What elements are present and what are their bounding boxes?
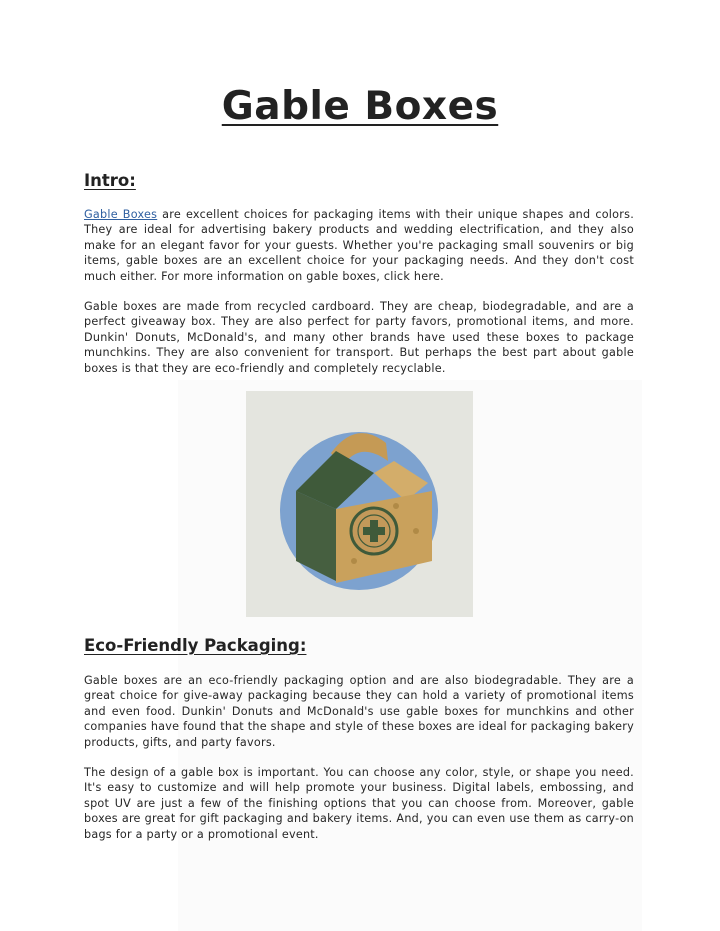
gable-boxes-link[interactable]: Gable Boxes [84, 208, 158, 221]
eco-paragraph-2: The design of a gable box is important. You can choose any color, style, or shape you need. It's easy to customize and will help promote your business. Digital labels, embossing, and spot UV are just a few of the finishing options that you can choose from. Moreover, gable boxes are great for gift packaging and bakery items. And, you can even use them as carry-on bags for a party or a promotional event. [84, 766, 634, 841]
intro-paragraph-2: Gable boxes are made from recycled cardboard. They are cheap, biodegradable, and are a perfect giveaway box. They are also perfect for party favors, promotional items, and more. Dunkin' Donuts, McDonald's, and many other brands have used these boxes to package munchkins. They are also convenient for transport. But perhaps the best part about gable boxes is that they are eco-friendly and completely recyclable. [84, 300, 634, 375]
section-heading-eco-friendly: Eco-Friendly Packaging: [84, 636, 307, 655]
gable-box-photo [246, 391, 473, 617]
page-title: Gable Boxes [221, 84, 499, 129]
eco-paragraph-1: Gable boxes are an eco-friendly packaging option and are also biodegradable. They are a great choice for give-away packaging because they can hold a variety of promotional items and even food. Dunkin' Donuts and McDonald's use gable boxes for munchkins and other companies have found that the shape and style of these boxes are ideal for packaging bakery products, gifts, and party favors. [84, 674, 634, 749]
intro-paragraph-1 [84, 207, 634, 284]
section-heading-intro: Intro: [84, 171, 136, 190]
intro-paragraph-1-text: are excellent choices for packaging items with their unique shapes and colors. They are ideal for advertising bakery products and wedding electrification, and they also make for an elegant favor for your guests. Whether you're packaging small souvenirs or big items, gable boxes are an excellent choice for your packaging needs. And they don't cost much either. For more information on gable boxes, click here. [84, 208, 634, 283]
